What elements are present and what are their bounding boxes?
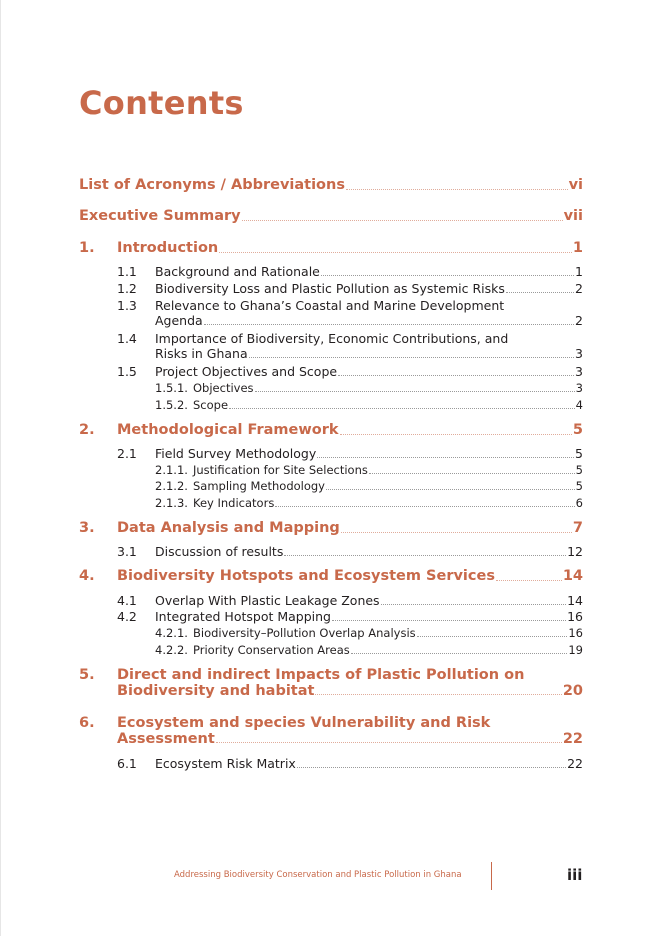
toc-entry-page: 22 [567,756,583,771]
toc-entry-page: 6 [575,496,583,510]
toc-entry-page: vii [563,208,583,224]
toc-subsection-4-2-1[interactable] [155,626,583,640]
toc-entry-executive-summary[interactable] [79,208,583,224]
dot-leader [216,742,562,743]
toc-entry-number: 2.1.2. [155,479,188,493]
toc-entry-text: Biodiversity–Pollution Overlap Analysis [193,626,416,640]
toc-chapter-4[interactable] [79,568,583,584]
toc-entry-page: 12 [567,544,583,559]
toc-entry-text: Background and Rationale [155,264,320,279]
dot-leader [204,324,574,325]
toc-entry-text: Project Objectives and Scope [155,364,338,379]
toc-entry-page: 3 [575,364,583,379]
toc-entry-page: 16 [567,609,583,624]
toc-entry-text: Ecosystem Risk Matrix [155,756,296,771]
toc-section-1-1[interactable] [117,264,583,279]
toc-entry-text: Field Survey Methodology [155,446,317,461]
toc-entry-page: 22 [562,731,583,747]
toc-entry-text: Executive Summary [79,208,241,224]
toc-entry-page: 5 [575,479,583,493]
toc-section-1-3[interactable] [117,298,583,328]
dot-leader [284,554,566,556]
toc-chapter-5[interactable] [79,667,583,699]
toc-entry-text-line1: Direct and indirect Impacts of Plastic Pollution on [117,667,525,683]
toc-entry-page: vi [568,177,583,193]
toc-entry-number: 1.5.2. [155,398,188,412]
toc-entry-number: 1.4 [117,331,137,346]
toc-entry-text-line2: Risks in Ghana [155,346,248,361]
dot-leader [351,652,568,654]
toc-entry-page: 5 [572,422,583,438]
toc-entry-text: Sampling Methodology [193,479,325,493]
toc-chapter-6[interactable] [79,715,583,747]
toc-subsection-2-1-3[interactable] [155,496,583,510]
toc-entry-number: 1.2 [117,281,137,296]
footer-title: Addressing Biodiversity Conservation and Plastic Pollution in Ghana [174,870,462,880]
toc-subsection-4-2-2[interactable] [155,643,583,657]
toc-section-1-2[interactable] [117,281,583,296]
toc-subsection-2-1-2[interactable] [155,479,583,493]
toc-entry-text: Biodiversity Hotspots and Ecosystem Services [117,568,495,584]
footer-page-number: iii [567,866,583,884]
toc-entry-text: Methodological Framework [117,422,339,438]
toc-entry-page: 5 [575,446,583,461]
dot-leader [317,456,574,458]
toc-section-4-1[interactable] [117,593,583,608]
toc-entry-number: 4.2 [117,609,137,624]
footer-divider [491,862,492,890]
toc-entry-page: 14 [567,593,583,608]
toc-entry-text: List of Acronyms / Abbreviations [79,177,345,193]
toc-entry-text: Key Indicators [193,496,275,510]
dot-leader [219,251,572,253]
toc-entry-page: 14 [562,568,583,584]
toc-entry-page: 19 [568,643,583,657]
toc-entry-text: Objectives [193,381,254,395]
toc-entry-number: 2.1.1. [155,463,188,477]
toc-entry-text-line1: Ecosystem and species Vulnerability and Risk [117,715,491,731]
toc-entry-page: 3 [575,381,583,395]
toc-entry-number: 2. [79,422,95,438]
dot-leader [326,488,575,490]
dot-leader [255,390,575,392]
toc-entry-text-line2: Biodiversity and habitat [117,683,315,699]
toc-entry-number: 2.1 [117,446,137,461]
toc-entry-text: Priority Conservation Areas [193,643,350,657]
toc-chapter-1[interactable] [79,240,583,256]
dot-leader [340,433,572,435]
toc-chapter-3[interactable] [79,520,583,536]
toc-entry-page: 3 [575,346,583,361]
toc-entry-text: Integrated Hotspot Mapping [155,609,331,624]
dot-leader [275,505,574,507]
toc-entry-number: 1.1 [117,264,137,279]
toc-entry-page: 2 [575,281,583,296]
toc-entry-page: 5 [575,463,583,477]
toc-entry-number: 4.2.1. [155,626,188,640]
toc-entry-page: 2 [575,313,583,328]
toc-entry-text: Overlap With Plastic Leakage Zones [155,593,380,608]
toc-subsection-1-5-2[interactable] [155,398,583,412]
toc-entry-number: 3.1 [117,544,137,559]
toc-entry-number: 5. [79,667,95,683]
toc-chapter-2[interactable] [79,422,583,438]
toc-section-2-1[interactable] [117,446,583,461]
toc-entry-text-line1: Relevance to Ghana’s Coastal and Marine Development [155,298,505,313]
dot-leader [297,766,566,768]
toc-entry-text: Scope [193,398,229,412]
toc-entry-text-line2: Agenda [155,313,203,328]
toc-entry-page: 1 [572,240,583,256]
dot-leader [506,291,574,293]
page-title: Contents [79,84,244,122]
toc-entry-number: 2.1.3. [155,496,188,510]
toc-entry-text-line1: Importance of Biodiversity, Economic Contributions, and [155,331,509,346]
toc-entry-text: Biodiversity Loss and Plastic Pollution as Systemic Risks [155,281,505,296]
toc-entry-text: Discussion of results [155,544,284,559]
toc-entry-number: 1.5.1. [155,381,188,395]
toc-entry-text: Data Analysis and Mapping [117,520,340,536]
toc-entry-page: 4 [575,398,583,412]
dot-leader [341,531,572,533]
toc-entry-number: 3. [79,520,95,536]
toc-entry-number: 4. [79,568,95,584]
toc-subsection-1-5-1[interactable] [155,381,583,395]
toc-entry-page: 7 [572,520,583,536]
toc-section-4-2[interactable] [117,609,583,624]
toc-subsection-2-1-1[interactable] [155,463,583,477]
dot-leader [242,219,563,221]
dot-leader [321,274,574,276]
toc-entry-page: 1 [575,264,583,279]
toc-entry-text-line2: Assessment [117,731,215,747]
toc-section-6-1[interactable] [117,756,583,771]
toc-entry-number: 1. [79,240,95,256]
toc-entry-page: 20 [562,683,583,699]
dot-leader [332,619,566,621]
dot-leader [417,635,568,637]
toc-entry-number: 6.1 [117,756,137,771]
dot-leader [496,579,562,581]
toc-entry-page: 16 [568,626,583,640]
toc-entry-number: 1.5 [117,364,137,379]
dot-leader [338,374,574,376]
toc-entry-number: 4.2.2. [155,643,188,657]
dot-leader [249,357,574,358]
dot-leader [229,407,575,409]
toc-section-1-4[interactable] [117,331,583,361]
dot-leader [381,603,567,605]
toc-entry-number: 4.1 [117,593,137,608]
toc-entry-acronyms[interactable] [79,177,583,193]
toc-entry-number: 6. [79,715,95,731]
toc-entry-text: Introduction [117,240,219,256]
toc-entry-number: 1.3 [117,298,137,313]
toc-entry-text: Justification for Site Selections [193,463,368,477]
dot-leader [369,472,575,474]
dot-leader [315,694,561,695]
toc-section-3-1[interactable] [117,544,583,559]
dot-leader [346,188,568,190]
toc-section-1-5[interactable] [117,364,583,379]
